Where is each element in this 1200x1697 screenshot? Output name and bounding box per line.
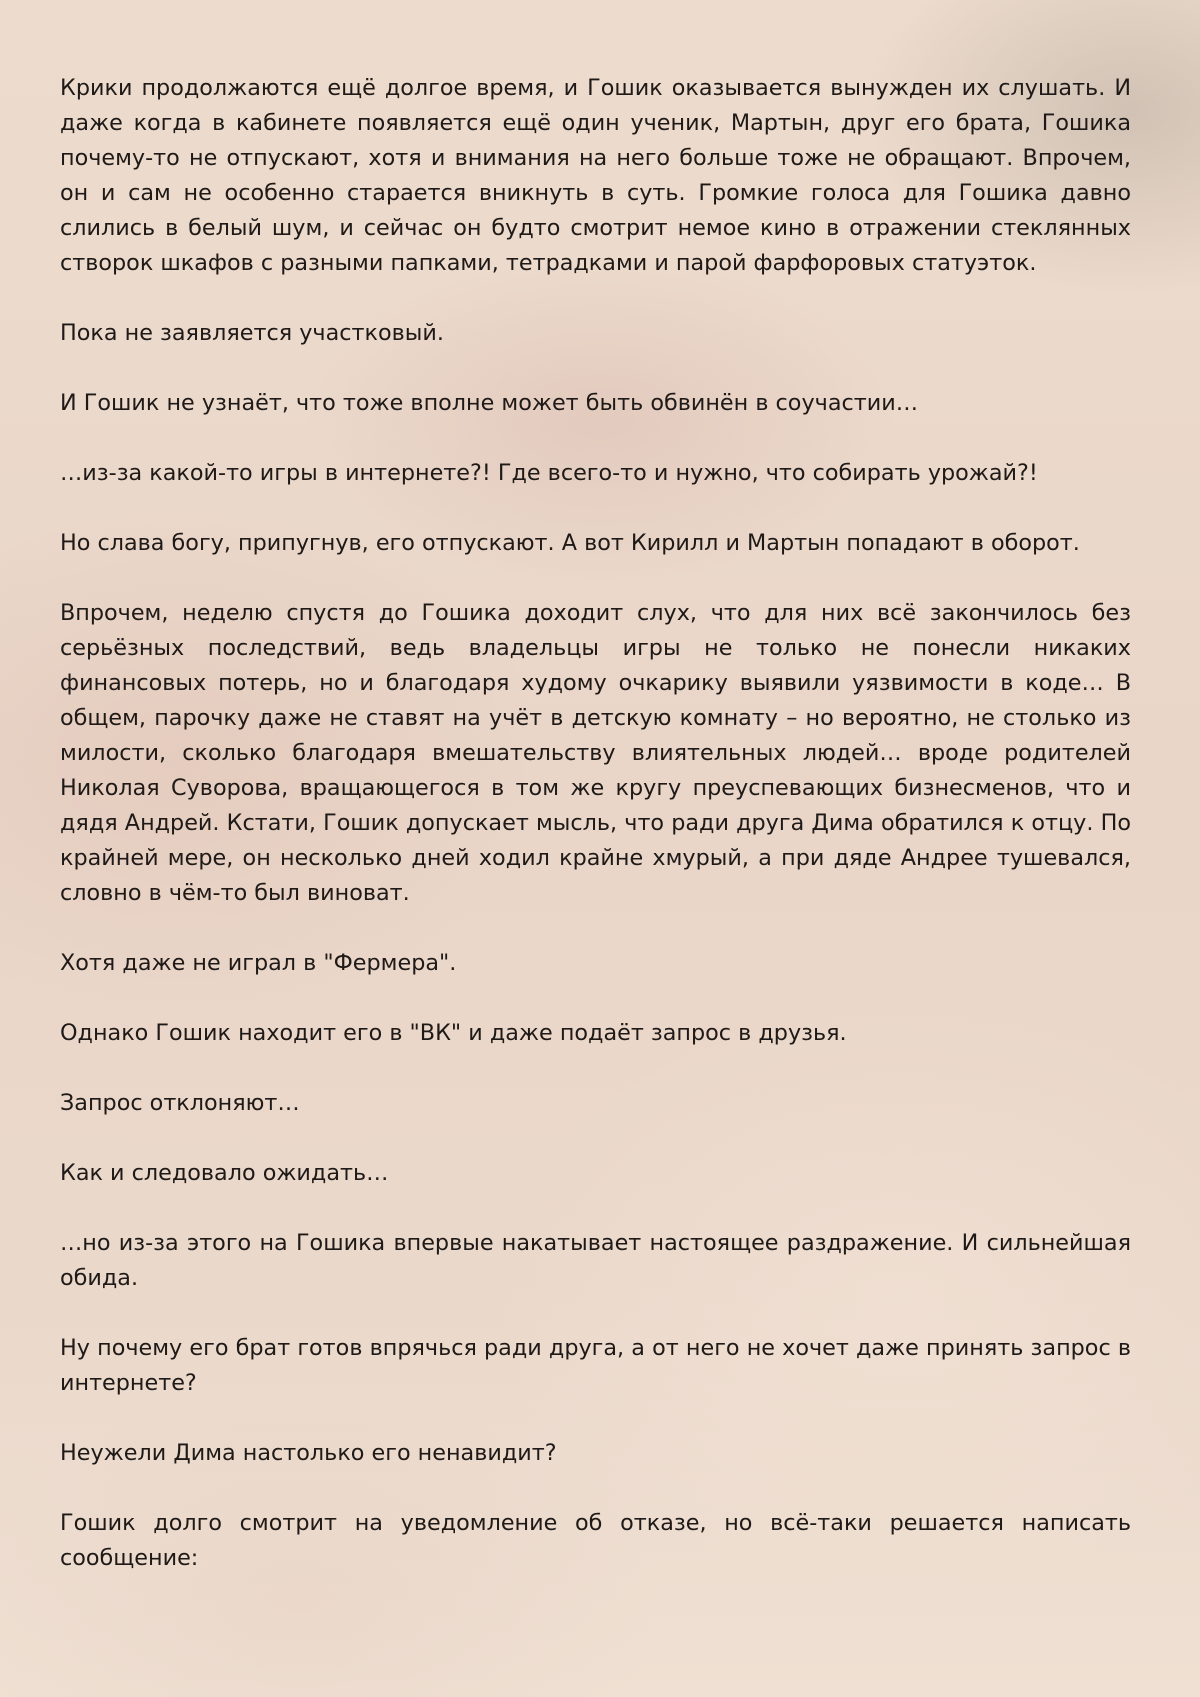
paragraph-8: Однако Гошик находит его в "ВК" и даже подаёт запрос в друзья.	[60, 1020, 847, 1046]
document-page	[60, 71, 1131, 1576]
paragraph-12: Ну почему его брат готов впрячься ради друга, а от него не хочет даже принять запрос в интернете?	[60, 1335, 1131, 1396]
paragraph-9: Запрос отклоняют…	[60, 1090, 300, 1116]
paragraph-2: Пока не заявляется участковый.	[60, 320, 444, 346]
paragraph-7: Хотя даже не играл в "Фермера".	[60, 950, 457, 976]
paragraph-4: …из-за какой-то игры в интернете?! Где всего-то и нужно, что собирать урожай?!	[60, 460, 1038, 486]
paragraph-13: Неужели Дима настолько его ненавидит?	[60, 1440, 557, 1466]
paragraph-1: Крики продолжаются ещё долгое время, и Гошик оказывается вынужден их слушать. И даже когда в кабинете появляется ещё один ученик, Мартын, друг его брата, Гошика почему-то не отпускают, хотя и внимания на него больше тоже не обращают. Впрочем, он и сам не особенно старается вникнуть в суть. Громкие голоса для Гошика давно слились в белый шум, и сейчас он будто смотрит немое кино в отражении стеклянных створок шкафов с разными папками, тетрадками и парой фарфоровых статуэток.	[60, 75, 1131, 276]
paragraph-6: Впрочем, неделю спустя до Гошика доходит слух, что для них всё закончилось без серьёзных последствий, ведь владельцы игры не только не понесли никаких финансовых потерь, но и благодаря худому очкарику выявили уязвимости в коде… В общем, парочку даже не ставят на учёт в детскую комнату – но вероятно, не столько из милости, сколько благодаря вмешательству влиятельных людей… вроде родителей Николая Суворова, вращающегося в том же кругу преуспевающих бизнесменов, что и дядя Андрей. Кстати, Гошик допускает мысль, что ради друга Дима обратился к отцу. По крайней мере, он несколько дней ходил крайне хмурый, а при дяде Андрее тушевался, словно в чём-то был виноват.	[60, 600, 1131, 906]
paragraph-3: И Гошик не узнаёт, что тоже вполне может быть обвинён в соучастии…	[60, 390, 919, 416]
paragraph-10: Как и следовало ожидать…	[60, 1160, 389, 1186]
paragraph-11: …но из-за этого на Гошика впервые накатывает настоящее раздражение. И сильнейшая обида.	[60, 1230, 1131, 1291]
paragraph-5: Но слава богу, припугнув, его отпускают. А вот Кирилл и Мартын попадают в оборот.	[60, 530, 1080, 556]
paragraph-14: Гошик долго смотрит на уведомление об отказе, но всё-таки решается написать сообщение:	[60, 1510, 1131, 1571]
